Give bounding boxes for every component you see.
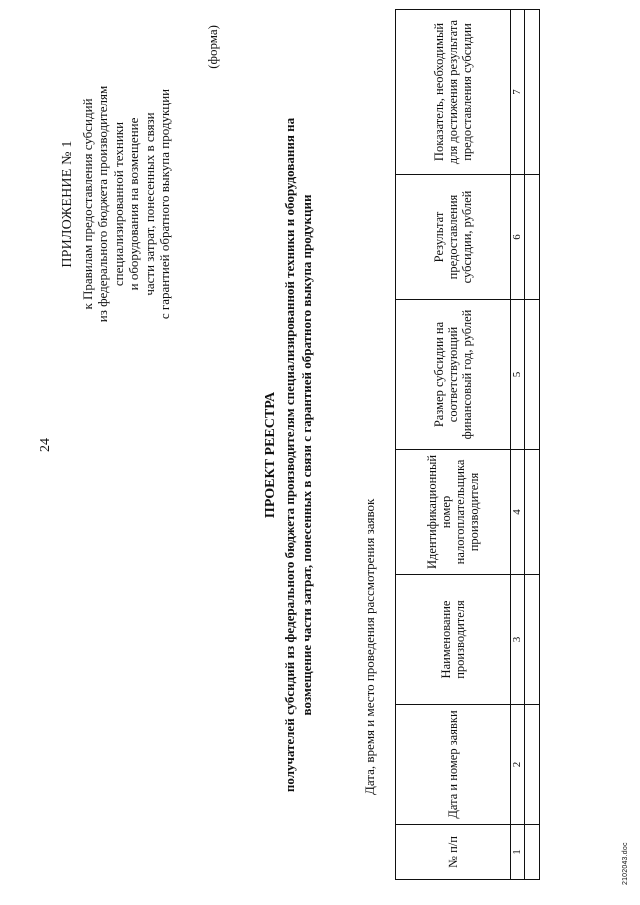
appendix-line: из федерального бюджета производителям bbox=[95, 85, 110, 323]
table-cell bbox=[525, 10, 540, 175]
table-cell bbox=[525, 175, 540, 300]
appendix-line: части затрат, понесенных в связи bbox=[141, 112, 157, 296]
appendix-line: специализированной техники bbox=[110, 121, 126, 287]
page-number: 24 bbox=[38, 438, 53, 452]
appendix-line: и оборудования на возмещение bbox=[126, 117, 141, 291]
title-line: возмещение части затрат, понесенных в связи с гарантией обратного выкупа продукции bbox=[299, 194, 314, 716]
column-number: 1 bbox=[511, 825, 525, 880]
column-number: 6 bbox=[511, 175, 525, 300]
header-producer-name: Наименование производителя bbox=[396, 575, 511, 705]
column-number-row bbox=[511, 10, 525, 880]
date-time-place-line: Дата, время и место проведения рассмотрения заявок bbox=[362, 498, 377, 795]
table-header-row bbox=[396, 10, 511, 880]
header-application-date-number: Дата и номер заявки bbox=[396, 705, 511, 825]
table-cell bbox=[525, 705, 540, 825]
title-line: получателей субсидий из федерального бюджета производителям специализированной техники и оборудования на bbox=[282, 117, 297, 793]
title-main: ПРОЕКТ РЕЕСТРА bbox=[263, 391, 278, 519]
column-number: 4 bbox=[511, 450, 525, 575]
column-number: 7 bbox=[511, 10, 525, 175]
header-subsidy-amount: Размер субсидии на соответствующий финансовый год, рублей bbox=[396, 300, 511, 450]
column-number: 2 bbox=[511, 705, 525, 825]
column-number: 5 bbox=[511, 300, 525, 450]
header-result-indicator: Показатель, необходимый для достижения результата предоставления субсидии bbox=[396, 10, 511, 175]
table-row bbox=[525, 10, 540, 880]
form-label: (форма) bbox=[205, 25, 220, 69]
appendix-line: к Правилам предоставления субсидий bbox=[79, 98, 95, 310]
column-number: 3 bbox=[511, 575, 525, 705]
header-taxpayer-id: Идентификационный номер налогоплательщика производителя bbox=[396, 450, 511, 575]
appendix-header bbox=[60, 21, 173, 387]
document-code: 2102043.doc bbox=[622, 842, 629, 885]
table-cell bbox=[525, 300, 540, 450]
table-cell bbox=[525, 450, 540, 575]
appendix-line: с гарантией обратного выкупа продукции bbox=[157, 88, 172, 320]
appendix-title: ПРИЛОЖЕНИЕ № 1 bbox=[60, 140, 75, 268]
document-title bbox=[262, 105, 315, 805]
table-cell bbox=[525, 575, 540, 705]
table-cell bbox=[525, 825, 540, 880]
register-table bbox=[395, 9, 540, 880]
header-number: № п/п bbox=[396, 825, 511, 880]
header-subsidy-result: Результат предоставления субсидии, рублей bbox=[396, 175, 511, 300]
